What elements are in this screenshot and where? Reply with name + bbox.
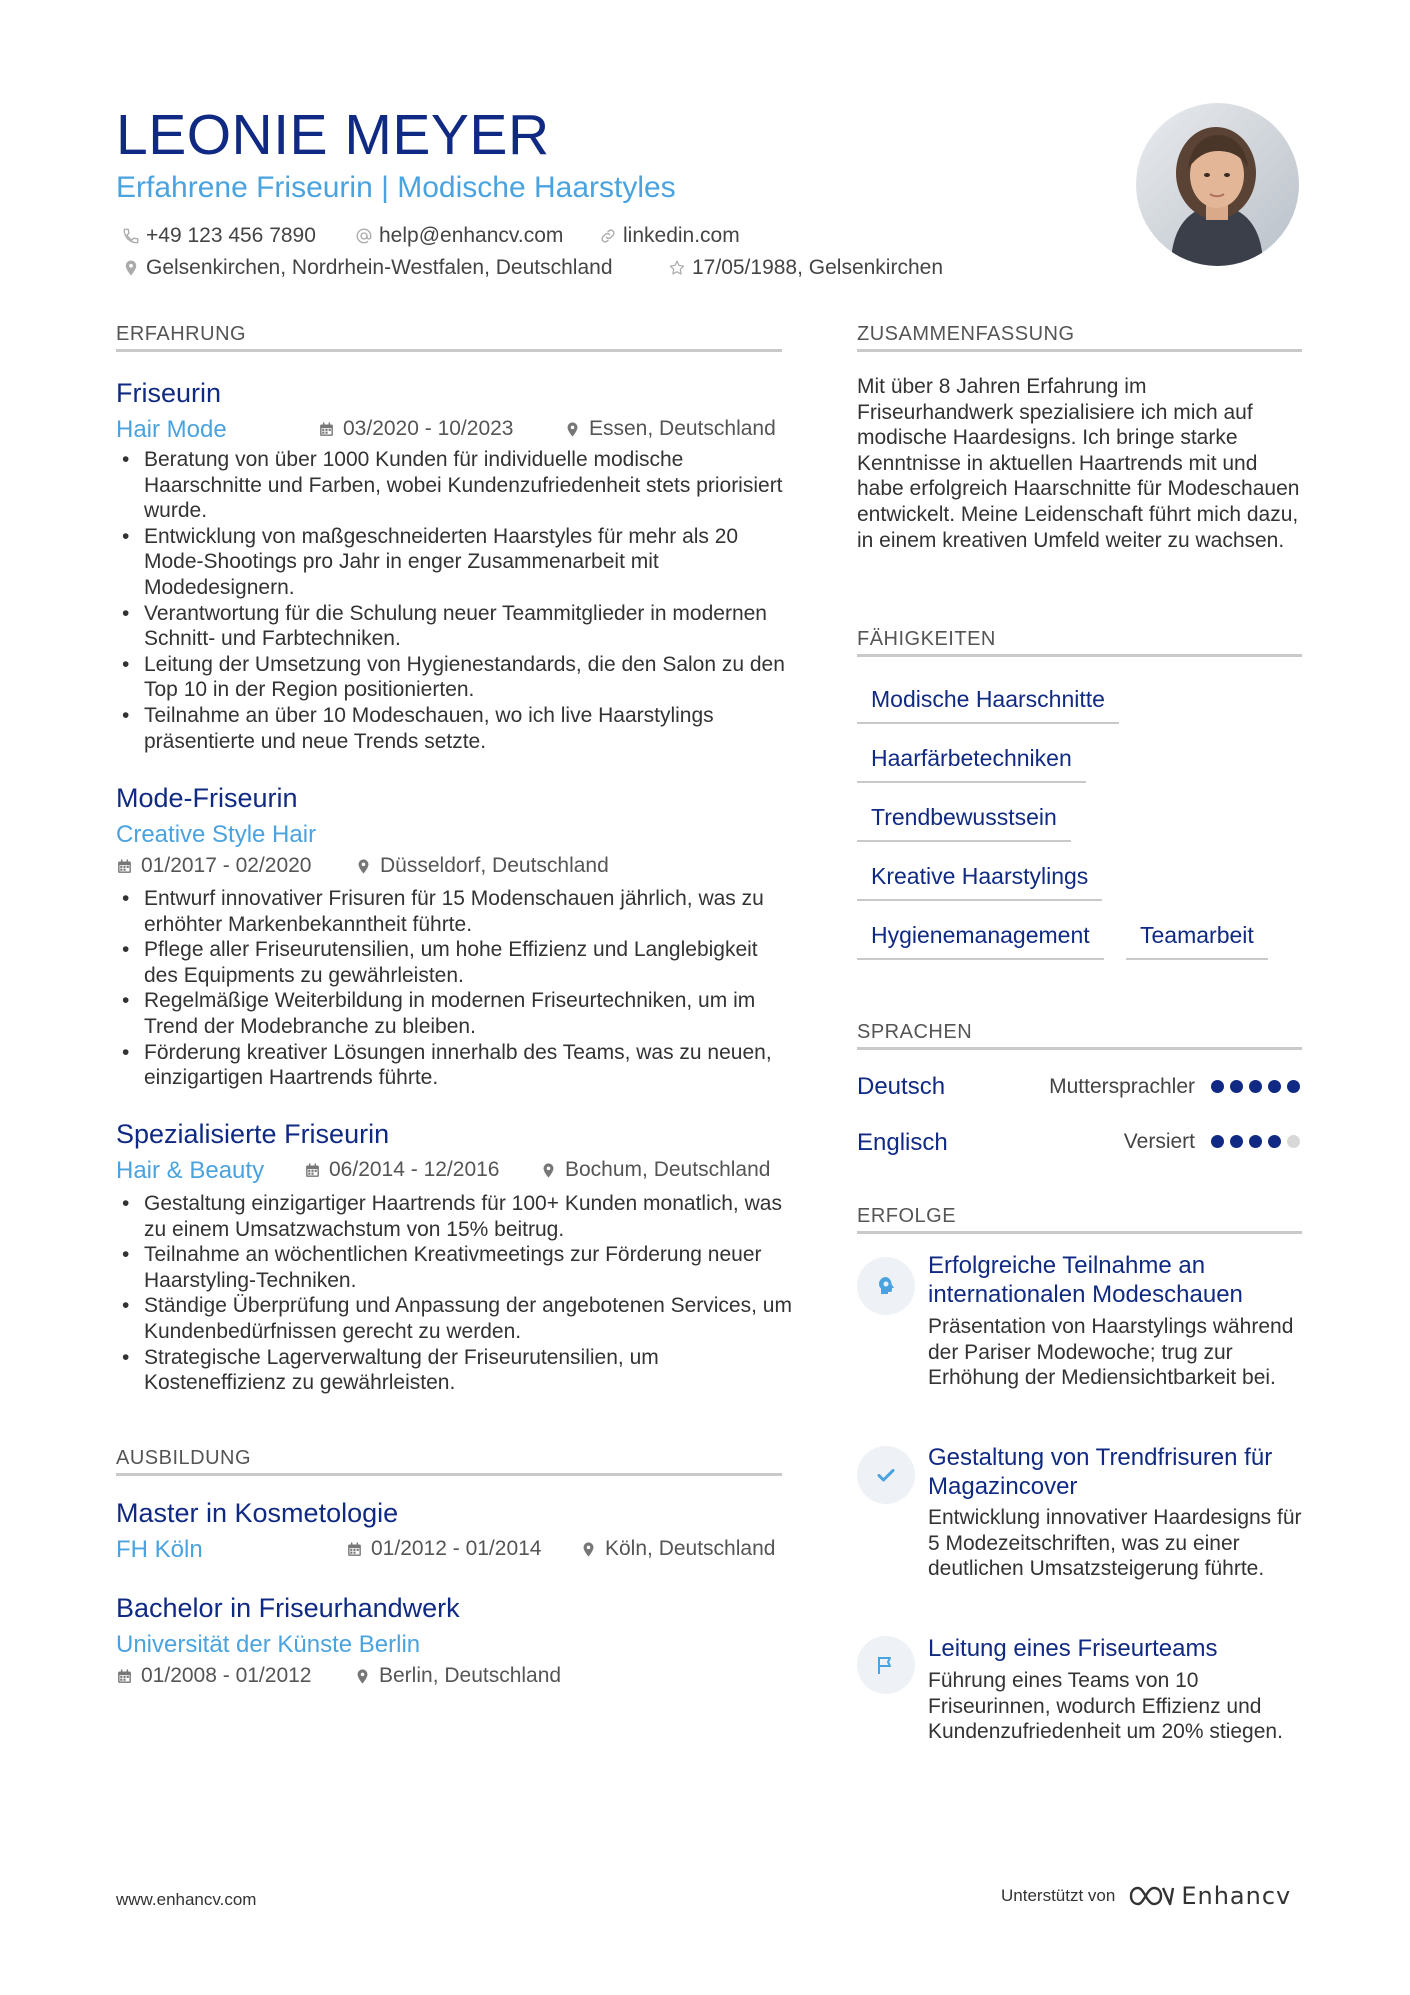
- calendar-icon: [304, 1162, 321, 1179]
- location-pin-icon: [122, 259, 140, 277]
- achievement-title: Leitung eines Friseurteams: [928, 1635, 1218, 1662]
- job-title: Spezialisierte Friseurin: [116, 1119, 390, 1149]
- rating-dot: [1249, 1080, 1262, 1093]
- list-item: • Entwurf innovativer Frisuren für 15 Modenschauen jährlich, was zu erhöhter Markenbekanntheit führte.: [116, 886, 796, 937]
- rating-dot: [1230, 1135, 1243, 1148]
- rating-dot: [1211, 1080, 1224, 1093]
- birth-text: 17/05/1988, Gelsenkirchen: [692, 256, 944, 279]
- job-dates: 03/2020 - 10/2023: [318, 414, 513, 444]
- skill-tag: Trendbewusstsein: [857, 802, 1071, 842]
- location-pin-icon: [580, 1541, 597, 1558]
- education-location: Berlin, Deutschland: [354, 1661, 561, 1691]
- language-name: Deutsch: [857, 1073, 946, 1100]
- section-title-summary: ZUSAMMENFASSUNG: [857, 321, 1302, 352]
- link-icon: [599, 227, 617, 245]
- check-icon: [874, 1463, 898, 1487]
- job-bullets: [116, 447, 796, 754]
- rating-dot: [1230, 1080, 1243, 1093]
- achievement-title: Gestaltung von Trendfrisuren für Magazincover: [928, 1444, 1273, 1500]
- list-item: • Leitung der Umsetzung von Hygienestandards, die den Salon zu den Top 10 in der Region positionierten.: [116, 652, 796, 703]
- skill-tag: Hygienemanagement: [857, 920, 1104, 960]
- rating-dot: [1268, 1135, 1281, 1148]
- rating-dot: [1287, 1135, 1300, 1148]
- achievement-icon: [857, 1446, 915, 1504]
- job-title: Friseurin: [116, 378, 222, 408]
- lightbulb-head-icon: [874, 1274, 898, 1298]
- star-icon: [668, 259, 686, 277]
- footer-branding: [1001, 1882, 1291, 1910]
- section-title-achievements: ERFOLGE: [857, 1203, 1302, 1234]
- list-item: • Pflege aller Friseurutensilien, um hohe Effizienz und Langlebigkeit des Equipments zu gewährleisten.: [116, 937, 796, 988]
- contact-birth: [668, 253, 943, 283]
- school-name: FH Köln: [116, 1536, 203, 1563]
- education-location: Köln, Deutschland: [580, 1534, 775, 1564]
- skill-tag: Modische Haarschnitte: [857, 684, 1119, 724]
- enhancv-logo-icon: [1127, 1882, 1175, 1910]
- rating-dot: [1268, 1080, 1281, 1093]
- section-title-languages: SPRACHEN: [857, 1019, 1302, 1050]
- skill-tag: Teamarbeit: [1126, 920, 1268, 960]
- at-icon: [355, 227, 373, 245]
- candidate-name: LEONIE MEYER: [116, 103, 550, 167]
- achievement-description: Entwicklung innovativer Haardesigns für 5 Modezeitschriften, was zu einer deutlichen Umsatzsteigerung führte.: [928, 1506, 1302, 1581]
- contact-location: [122, 253, 613, 283]
- calendar-icon: [116, 858, 133, 875]
- contact-email[interactable]: [355, 221, 563, 251]
- summary-text: Mit über 8 Jahren Erfahrung im Friseurhandwerk spezialisiere ich mich auf modische Haardesigns. Ich bringe starke Kenntnisse in aktuellen Haartrends mit und habe erfolgreich Haarschnitte für Modeschauen entwickelt. Meine Leidenschaft führt mich dazu, in einem kreativen Umfeld weiter zu wachsen.: [857, 375, 1300, 552]
- job-title: Mode-Friseurin: [116, 783, 298, 813]
- skill-tag: Kreative Haarstylings: [857, 861, 1102, 901]
- rating-dot: [1287, 1080, 1300, 1093]
- list-item: • Teilnahme an über 10 Modeschauen, wo ich live Haarstylings präsentierte und neue Trends setzte.: [116, 703, 796, 754]
- language-rating: [1211, 1080, 1300, 1093]
- list-item: • Ständige Überprüfung und Anpassung der angebotenen Services, um Kundenbedürfnissen gerecht zu werden.: [116, 1293, 796, 1344]
- list-item: • Gestaltung einzigartiger Haartrends für 100+ Kunden monatlich, was zu einem Umsatzwachstum von 15% beitrug.: [116, 1191, 796, 1242]
- footer-website[interactable]: www.enhancv.com: [116, 1890, 257, 1909]
- section-title-experience: ERFAHRUNG: [116, 321, 782, 352]
- location-pin-icon: [355, 858, 372, 875]
- achievement-description: Führung eines Teams von 10 Friseurinnen, wodurch Effizienz und Kundenzufriedenheit um 20% stiegen.: [928, 1669, 1283, 1744]
- location-pin-icon: [354, 1668, 371, 1685]
- job-dates: 06/2014 - 12/2016: [304, 1155, 499, 1185]
- brand-name: Enhancv: [1181, 1882, 1292, 1910]
- flag-icon: [874, 1653, 898, 1677]
- degree-title: Bachelor in Friseurhandwerk: [116, 1593, 460, 1623]
- calendar-icon: [116, 1668, 133, 1685]
- school-name: Universität der Künste Berlin: [116, 1631, 421, 1658]
- skill-tag: Haarfärbetechniken: [857, 743, 1086, 783]
- language-level: Versiert: [1123, 1130, 1195, 1153]
- job-bullets: [116, 1191, 796, 1396]
- list-item: • Regelmäßige Weiterbildung in modernen Friseurtechniken, um im Trend der Modebranche zu bleiben.: [116, 988, 796, 1039]
- list-item: • Beratung von über 1000 Kunden für individuelle modische Haarschnitte und Farben, wobei Kundenzufriedenheit stets priorisiert wurde.: [116, 447, 796, 524]
- achievement-title: Erfolgreiche Teilnahme an internationalen Modeschauen: [928, 1252, 1243, 1308]
- education-dates: 01/2012 - 01/2014: [346, 1534, 541, 1564]
- degree-title: Master in Kosmetologie: [116, 1498, 399, 1528]
- list-item: • Strategische Lagerverwaltung der Friseurutensilien, um Kosteneffizienz zu gewährleisten.: [116, 1345, 796, 1396]
- job-dates: 01/2017 - 02/2020: [116, 851, 311, 881]
- powered-by-text: Unterstützt von: [1001, 1886, 1116, 1905]
- rating-dot: [1249, 1135, 1262, 1148]
- achievement-icon: [857, 1257, 915, 1315]
- list-item: • Entwicklung von maßgeschneiderten Haarstyles für mehr als 20 Mode-Shootings pro Jahr in enger Zusammenarbeit mit Modedesignern.: [116, 524, 796, 601]
- list-item: • Verantwortung für die Schulung neuer Teammitglieder in modernen Schnitt- und Farbtechniken.: [116, 601, 796, 652]
- linkedin-text: linkedin.com: [623, 224, 740, 247]
- rating-dot: [1211, 1135, 1224, 1148]
- company-name: Hair Mode: [116, 416, 227, 443]
- calendar-icon: [318, 421, 335, 438]
- location-text: Gelsenkirchen, Nordrhein-Westfalen, Deutschland: [146, 256, 613, 279]
- job-location: Essen, Deutschland: [564, 414, 776, 444]
- email-text: help@enhancv.com: [379, 224, 564, 247]
- education-dates: 01/2008 - 01/2012: [116, 1661, 311, 1691]
- calendar-icon: [346, 1541, 363, 1558]
- language-rating: [1211, 1135, 1300, 1148]
- job-bullets: [116, 886, 796, 1091]
- phone-icon: [122, 227, 140, 245]
- list-item: • Teilnahme an wöchentlichen Kreativmeetings zur Förderung neuer Haarstyling-Techniken.: [116, 1242, 796, 1293]
- location-pin-icon: [540, 1162, 557, 1179]
- section-title-skills: FÄHIGKEITEN: [857, 626, 1302, 657]
- job-location: Bochum, Deutschland: [540, 1155, 770, 1185]
- list-item: • Förderung kreativer Lösungen innerhalb des Teams, was zu neuen, einzigartigen Haartrends führte.: [116, 1040, 796, 1091]
- contact-linkedin[interactable]: [599, 221, 740, 251]
- section-title-education: AUSBILDUNG: [116, 1445, 782, 1476]
- location-pin-icon: [564, 421, 581, 438]
- profile-photo: [1136, 103, 1299, 266]
- phone-text: +49 123 456 7890: [146, 224, 316, 247]
- achievement-description: Präsentation von Haarstylings während der Pariser Modewoche; trug zur Erhöhung der Mediensichtbarkeit bei.: [928, 1315, 1294, 1390]
- candidate-headline: Erfahrene Friseurin | Modische Haarstyles: [116, 171, 676, 204]
- language-level: Muttersprachler: [1049, 1075, 1195, 1098]
- language-name: Englisch: [857, 1129, 948, 1156]
- company-name: Hair & Beauty: [116, 1157, 265, 1184]
- company-name: Creative Style Hair: [116, 821, 317, 848]
- achievement-icon: [857, 1636, 915, 1694]
- contact-phone: [122, 221, 316, 251]
- job-location: Düsseldorf, Deutschland: [355, 851, 609, 881]
